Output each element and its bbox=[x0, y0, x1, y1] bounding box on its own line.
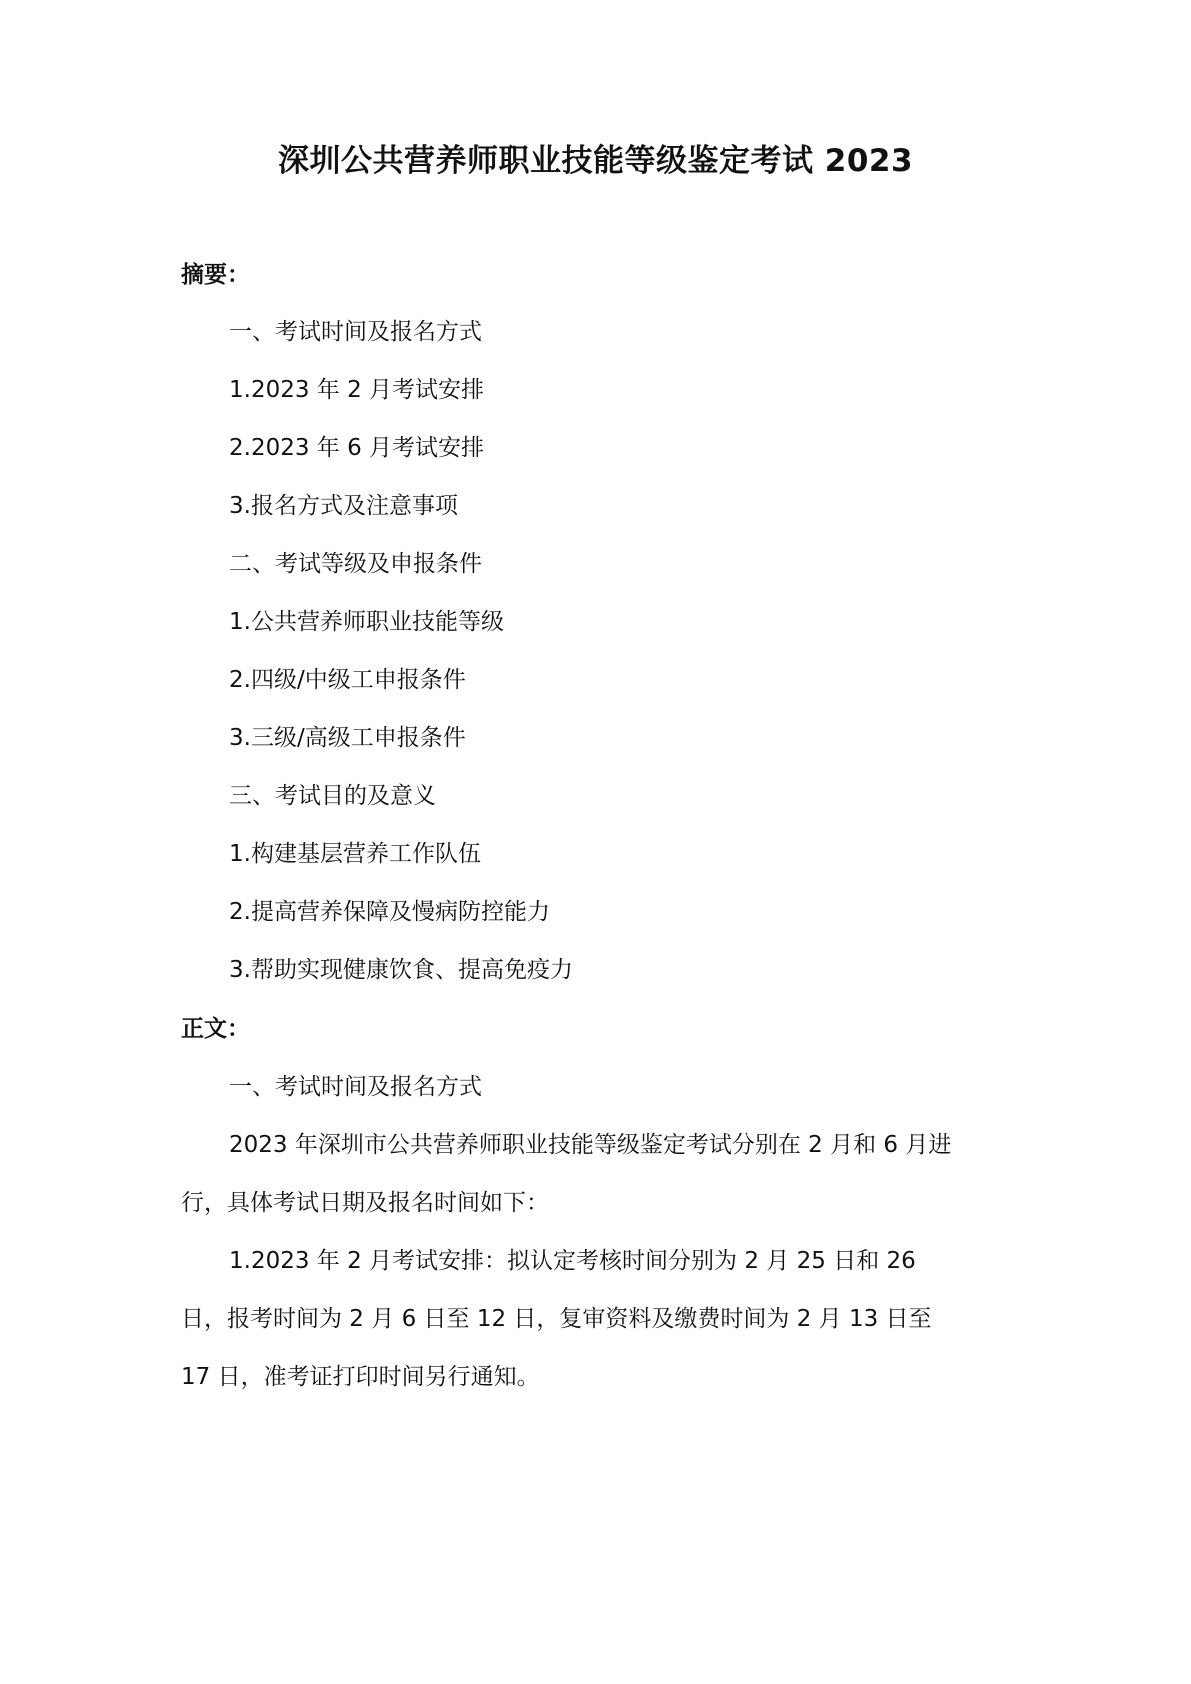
paragraph-line: 1.2023 年 2 月考试安排：拟认定考核时间分别为 2 月 25 日和 26 bbox=[229, 1248, 916, 1274]
paragraph-line: 日，报考时间为 2 月 6 日至 12 日，复审资料及缴费时间为 2 月 13 日至 bbox=[181, 1306, 932, 1332]
paragraph-line: 17 日，准考证打印时间另行通知。 bbox=[181, 1364, 540, 1390]
summary-item: 三、考试目的及意义 bbox=[229, 783, 436, 809]
body-heading: 正文： bbox=[181, 1016, 250, 1042]
summary-item: 3.三级/高级工申报条件 bbox=[229, 725, 466, 751]
summary-item: 1.2023 年 2 月考试安排 bbox=[229, 377, 485, 403]
summary-item: 1.构建基层营养工作队伍 bbox=[229, 841, 481, 867]
summary-item: 2.提高营养保障及慢病防控能力 bbox=[229, 899, 550, 925]
summary-item: 一、考试时间及报名方式 bbox=[229, 319, 482, 345]
summary-item: 2.四级/中级工申报条件 bbox=[229, 667, 466, 693]
summary-item: 1.公共营养师职业技能等级 bbox=[229, 609, 504, 635]
section-title: 一、考试时间及报名方式 bbox=[229, 1074, 482, 1100]
summary-item: 二、考试等级及申报条件 bbox=[229, 551, 482, 577]
summary-item: 3.帮助实现健康饮食、提高免疫力 bbox=[229, 957, 573, 983]
page-title: 深圳公共营养师职业技能等级鉴定考试 2023 bbox=[277, 143, 914, 179]
summary-heading: 摘要： bbox=[181, 262, 250, 288]
paragraph-line: 2023 年深圳市公共营养师职业技能等级鉴定考试分别在 2 月和 6 月进 bbox=[229, 1132, 952, 1158]
paragraph-line: 行，具体考试日期及报名时间如下： bbox=[181, 1190, 549, 1216]
summary-item: 2.2023 年 6 月考试安排 bbox=[229, 435, 485, 461]
summary-item: 3.报名方式及注意事项 bbox=[229, 493, 458, 519]
